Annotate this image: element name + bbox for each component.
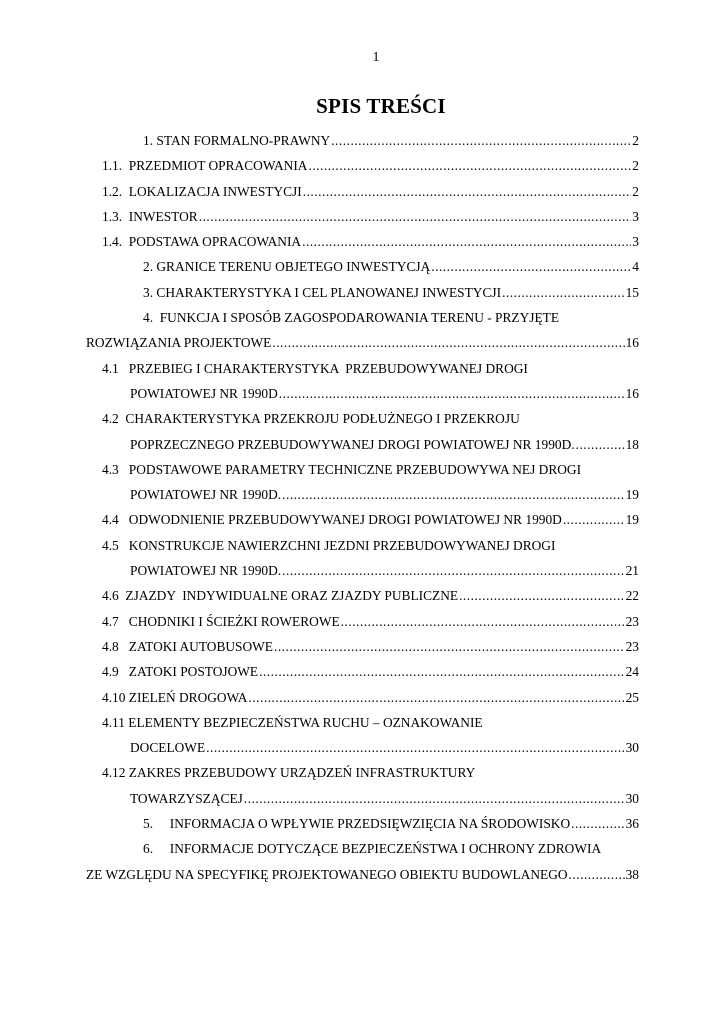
toc-entry-title: TOWARZYSZĄCEJ <box>130 790 243 806</box>
toc-entry-title: 6. INFORMACJE DOTYCZĄCE BEZPIECZEŃSTWA I OCHRONY ZDROWIA <box>143 841 602 857</box>
dot-leader <box>341 609 625 634</box>
toc-entry[interactable] <box>86 634 639 659</box>
dot-leader <box>571 811 624 836</box>
toc-entry-title: 4.12 ZAKRES PRZEBUDOWY URZĄDZEŃ INFRASTRUKTURY <box>102 765 476 781</box>
toc-entry[interactable] <box>86 862 639 887</box>
toc-entry-page-number: 30 <box>625 790 639 806</box>
toc-entry[interactable] <box>86 280 639 305</box>
toc-entry[interactable] <box>86 786 639 811</box>
toc-entry-title: 1.2. LOKALIZACJA INWESTYCJI <box>102 183 302 199</box>
toc-entry-page-number: 21 <box>625 563 639 579</box>
toc-entry[interactable] <box>86 254 639 279</box>
toc-entry[interactable] <box>86 760 639 785</box>
toc-entry-title: 4. FUNKCJA I SPOSÓB ZAGOSPODAROWANIA TERENU - PRZYJĘTE <box>143 310 560 326</box>
dot-leader <box>569 862 625 887</box>
dot-leader <box>431 254 631 279</box>
toc-entry-page-number: 25 <box>625 689 639 705</box>
toc-entry-page-number: 2 <box>632 183 639 199</box>
dot-leader <box>272 330 624 355</box>
toc-entry[interactable] <box>86 710 639 735</box>
dot-leader <box>331 128 631 153</box>
toc-entry-title: 4.3 PODSTAWOWE PARAMETRY TECHNICZNE PRZEBUDOWYWA NEJ DROGI <box>102 461 582 477</box>
toc-entry[interactable] <box>86 305 639 330</box>
toc-entry-page-number: 2 <box>632 158 639 174</box>
toc-entry-title: POWIATOWEJ NR 1990D <box>130 385 278 401</box>
toc-entry-title: POWIATOWEJ NR 1990D. <box>130 563 282 579</box>
toc-entry-page-number: 18 <box>625 436 639 452</box>
dot-leader <box>274 634 625 659</box>
dot-leader <box>244 786 625 811</box>
toc-entry-page-number: 16 <box>625 385 639 401</box>
toc-entry[interactable] <box>86 836 639 861</box>
toc-entry-title: 3. CHARAKTERYSTYKA I CEL PLANOWANEJ INWESTYCJI <box>143 284 502 300</box>
dot-leader <box>282 482 624 507</box>
toc-entry-title: 1. STAN FORMALNO-PRAWNY <box>143 133 331 148</box>
toc-entry-title: 4.5 KONSTRUKCJE NAWIERZCHNI JEZDNI PRZEBUDOWYWANEJ DROGI <box>102 537 556 553</box>
toc-entry[interactable] <box>86 507 639 532</box>
toc-entry-page-number: 16 <box>625 335 639 351</box>
toc-entry-title: 4.8 ZATOKI AUTOBUSOWE <box>102 638 273 654</box>
dot-leader <box>248 685 624 710</box>
dot-leader <box>459 583 625 608</box>
toc-entry[interactable] <box>86 482 639 507</box>
toc-entry[interactable] <box>86 128 639 153</box>
dot-leader <box>282 558 624 583</box>
toc-entry[interactable] <box>86 432 639 457</box>
toc-entry-page-number: 24 <box>625 664 639 680</box>
dot-leader <box>279 381 625 406</box>
toc-entry[interactable] <box>86 685 639 710</box>
toc-entry-title: 1.3. INWESTOR <box>102 208 198 224</box>
dot-leader <box>563 507 625 532</box>
toc-entry[interactable] <box>86 356 639 381</box>
toc-entry-title: ROZWIĄZANIA PROJEKTOWE <box>86 335 272 351</box>
toc-entry-page-number: 38 <box>625 866 639 882</box>
toc-entry-page-number: 23 <box>625 638 639 654</box>
toc-entry-page-number: 30 <box>625 740 639 756</box>
toc-entry-page-number: 19 <box>625 487 639 503</box>
toc-entry-page-number: 36 <box>625 816 639 832</box>
toc-entry-page-number: 23 <box>625 613 639 629</box>
toc-entry-page-number: 3 <box>632 234 639 250</box>
toc-entry[interactable] <box>86 659 639 684</box>
toc-entry-title: 4.9 ZATOKI POSTOJOWE <box>102 664 259 680</box>
toc-entry[interactable] <box>86 558 639 583</box>
toc-entry-title: DOCELOWE <box>130 740 206 756</box>
toc-entry-title: ZE WZGLĘDU NA SPECYFIKĘ PROJEKTOWANEGO OBIEKTU BUDOWLANEGO <box>86 866 568 882</box>
dot-leader <box>206 735 624 760</box>
toc-entry-page-number: 15 <box>625 284 639 300</box>
toc-entry[interactable] <box>86 735 639 760</box>
toc-entry-page-number: 22 <box>625 588 639 604</box>
page-number: 1 <box>372 50 380 65</box>
toc-entry-title: POWIATOWEJ NR 1990D. <box>130 487 282 503</box>
toc-entry-page-number: 2 <box>632 133 639 148</box>
dot-leader <box>302 229 631 254</box>
toc-entry[interactable] <box>86 583 639 608</box>
toc-entry[interactable] <box>86 811 639 836</box>
dot-leader <box>308 153 631 178</box>
toc-entry[interactable] <box>86 330 639 355</box>
toc-entry-title: 4.1 PRZEBIEG I CHARAKTERYSTYKA PRZEBUDOWYWANEJ DROGI <box>102 360 528 376</box>
toc-entry-title: 2. GRANICE TERENU OBJETEGO INWESTYCJĄ <box>143 259 431 275</box>
toc-entry[interactable] <box>86 153 639 178</box>
dot-leader <box>199 204 632 229</box>
dot-leader <box>259 659 625 684</box>
toc-entry-title: 5. INFORMACJA O WPŁYWIE PRZEDSIĘWZIĘCIA NA ŚRODOWISKO <box>143 816 571 832</box>
table-of-contents <box>86 128 639 887</box>
dot-leader <box>303 179 632 204</box>
toc-entry-page-number: 4 <box>632 259 639 275</box>
toc-entry-title: 4.2 CHARAKTERYSTYKA PRZEKROJU PODŁUŻNEGO I PRZEKROJU <box>102 411 520 427</box>
dot-leader <box>576 432 625 457</box>
toc-entry-title: 4.4 ODWODNIENIE PRZEBUDOWYWANEJ DROGI POWIATOWEJ NR 1990D <box>102 512 562 528</box>
toc-entry-title: 4.10 ZIELEŃ DROGOWA <box>102 689 248 705</box>
toc-entry-title: 4.11 ELEMENTY BEZPIECZEŃSTWA RUCHU – OZNAKOWANIE <box>102 714 483 730</box>
toc-entry[interactable] <box>86 179 639 204</box>
page-title: SPIS TREŚCI <box>316 94 446 118</box>
toc-entry[interactable] <box>86 381 639 406</box>
toc-entry-title: 4.6 ZJAZDY INDYWIDUALNE ORAZ ZJAZDY PUBLICZNE <box>102 588 459 604</box>
toc-entry-page-number: 3 <box>632 208 639 224</box>
toc-entry[interactable] <box>86 406 639 431</box>
toc-entry[interactable] <box>86 229 639 254</box>
toc-entry[interactable] <box>86 609 639 634</box>
toc-entry[interactable] <box>86 204 639 229</box>
toc-entry[interactable] <box>86 533 639 558</box>
toc-entry-title: 1.1. PRZEDMIOT OPRACOWANIA <box>102 158 308 174</box>
dot-leader <box>502 280 625 305</box>
toc-entry-page-number: 19 <box>625 512 639 528</box>
toc-entry[interactable] <box>86 457 639 482</box>
toc-entry-title: POPRZECZNEGO PRZEBUDOWYWANEJ DROGI POWIATOWEJ NR 1990D. <box>130 436 575 452</box>
toc-entry-title: 1.4. PODSTAWA OPRACOWANIA <box>102 234 302 250</box>
toc-entry-title: 4.7 CHODNIKI I ŚCIEŻKI ROWEROWE <box>102 613 340 629</box>
